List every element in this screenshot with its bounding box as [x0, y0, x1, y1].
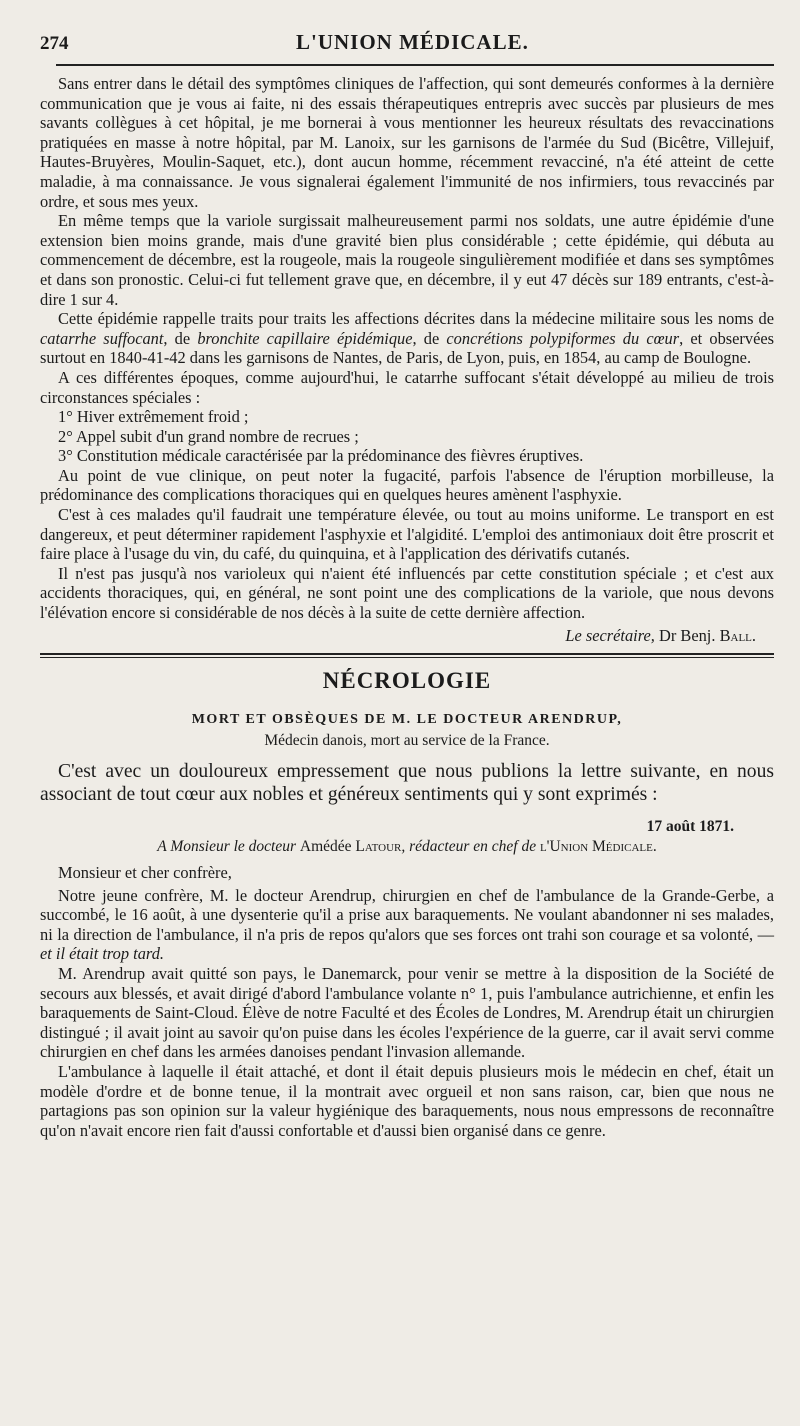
journal-name: l'Union Médicale. — [539, 837, 657, 855]
signature-title: Le secrétaire, — [565, 625, 655, 645]
report-paragraph: A ces différentes époques, comme aujourd'hui, le catarrhe suffocant s'était développé au milieu de trois circonstances spéciales : — [40, 367, 774, 407]
signature-dr: Dr — [659, 625, 677, 645]
letter-paragraph: M. Arendrup avait quitté son pays, le Danemarck, pour venir se mettre à la disposition de la Société de secours aux blessés, et avait dirigé d'abord l'ambulance volante n° 1, puis l'ambulance autrichienne, et enfin les baraquements de Saint-Cloud. Élève de notre Faculté et des Écoles de Londres, M. Arendrup était un chirurgien distingué ; il avait joint au savoir qu'on puise dans les écoles l'expérience de la guerre, car il avait servi comme chirurgien en chef dans les armées danoises pendant l'invasion allemande. — [40, 964, 774, 1062]
letter-paragraph: L'ambulance à laquelle il était attaché, et dont il était depuis plusieurs mois le médecin en chef, était un modèle d'ordre et de bonne tenue, il la montrait avec orgueil et non sans raison, car, bien que nous ne partagions pas son opinion sur la valeur hygiénique des baraquements, nous nous empressons de reconnaître qu'on n'avait encore rien fait d'aussi confortable et d'aussi bien organisé dans ce genre. — [40, 1061, 774, 1140]
text-run: , de — [412, 328, 447, 348]
list-item: 3° Constitution médicale caractérisée par la prédominance des fièvres éruptives. — [58, 446, 584, 466]
text-run: , de — [163, 328, 198, 348]
term-concretions: concrétions polypiformes du cœur — [446, 328, 680, 348]
letter-paragraph — [40, 886, 774, 964]
report-paragraph: Au point de vue clinique, on peut noter la fugacité, parfois l'absence de l'éruption morbilleuse, la prédominance des complications thoraciques qui en quelques heures amènent l'asphyxie. — [40, 465, 774, 505]
letter-greeting: Monsieur et cher confrère, — [58, 862, 232, 882]
necrology-section — [40, 668, 774, 1141]
signature-surname: Ball. — [719, 625, 756, 645]
report-section — [40, 74, 774, 647]
header-rule — [56, 64, 774, 66]
text-run: Cette épidémie rappelle traits pour traits les affections décrites dans la médecine militaire sous les noms de — [58, 309, 774, 329]
text-run: Notre jeune confrère, M. le docteur Arendrup, chirurgien en chef de l'ambulance de la Grande-Gerbe, a succombé, le 16 août, à une dysenterie qu'il a prise aux baraquements. Ne voulant abandonner ni ses malades, ni la direction de l'ambulance, il n'a pris de repos qu'alors que ses forces ont trahi son courage et sa volonté, — — [40, 885, 774, 944]
addressee-last-name: Latour — [355, 837, 402, 855]
signature — [40, 625, 756, 647]
term-catarrhe: catarrhe suffocant — [40, 328, 164, 348]
letter-addressee — [40, 838, 774, 856]
article-subtitle: Médecin danois, mort au service de la France. — [264, 731, 550, 749]
report-paragraph — [40, 309, 774, 368]
addressee-role: , rédacteur en chef de — [401, 837, 537, 855]
signature-name: Benj. — [680, 625, 716, 645]
letter-date: 17 août 1871. — [646, 817, 734, 835]
report-paragraph: Il n'est pas jusqu'à nos varioleux qui n'aient été influencés par cette constitution spéciale ; et c'est aux accidents thoraciques, qui, en général, ne sont point une des complications de la variole, que nous devons l'élévation encore si considérable de nos décès à la suite de cette dernière affection. — [40, 563, 774, 623]
report-paragraph: C'est à ces malades qu'il faudrait une température élevée, ou tout au moins uniforme. Le transport en est dangereux, et peut déterminer rapidement l'asphyxie et l'algidité. L'emploi des antimoniaux doit être proscrit et faire place à l'usage du vin, du café, du quinquina, et à l'application des dérivatifs cutanés. — [40, 505, 774, 564]
addressee-prefix: A Monsieur le docteur — [157, 837, 297, 855]
circumstances-list — [40, 407, 774, 466]
section-title: NÉCROLOGIE — [322, 667, 492, 693]
addressee-first-name: Amédée — [299, 837, 352, 855]
section-separator — [40, 653, 774, 658]
intro-paragraph: C'est avec un douloureux empressement que nous publions la lettre suivante, en nous associant de tout cœur aux nobles et généreux sentiments qui y sont exprimés : — [40, 760, 774, 805]
article-title: MORT ET OBSÈQUES DE M. LE DOCTEUR ARENDRUP, — [191, 711, 623, 727]
term-bronchite: bronchite capillaire épidémique — [197, 328, 413, 348]
list-item: 2° Appel subit d'un grand nombre de recrues ; — [58, 426, 359, 446]
emphasis: et il était trop tard. — [40, 944, 164, 964]
page-header — [40, 30, 774, 64]
report-paragraph: Sans entrer dans le détail des symptômes cliniques de l'affection, qui sont demeurés conformes à la dernière communication que je vous ai faite, ni des essais thérapeutiques entrepris avec succès par plusieurs de mes savants collègues à cet hôpital, je me bornerai à vous mentionner les heureux résultats des revaccinations pratiquées en masse à notre hôpital, par M. Lanoix, sur les garnisons de l'armée du Sud (Bicêtre, Villejuif, Hautes-Bruyères, Moulin-Saquet, etc.), dont aucun homme, récemment revacciné, n'a été atteint de cette maladie, à ma connaissance. Je vous signalerai également l'immunité de nos infirmiers, tous revaccinés par ordre, et sous mes yeux. — [40, 74, 774, 211]
report-paragraph: En même temps que la variole surgissait malheureusement parmi nos soldats, une autre épidémie d'une extension bien moins grande, mais d'une gravité bien plus considérable ; cette épidémie, qui débuta au commencement de décembre, est la rougeole, mais la rougeole singulièrement modifiée et dans ses symptômes et dans son pronostic. Celui-ci fut tellement grave que, en décembre, il y eut 47 décès sur 189 entrants, c'est-à-dire 1 sur 4. — [40, 211, 774, 309]
text-run: , et observées surtout en 1840-41-42 dans les garnisons de Nantes, de Paris, de Lyon, puis, en 1854, au camp de Boulogne. — [40, 328, 774, 368]
page-number: 274 — [40, 33, 69, 54]
list-item: 1° Hiver extrêmement froid ; — [58, 407, 249, 427]
running-title: L'UNION MÉDICALE. — [296, 30, 529, 54]
